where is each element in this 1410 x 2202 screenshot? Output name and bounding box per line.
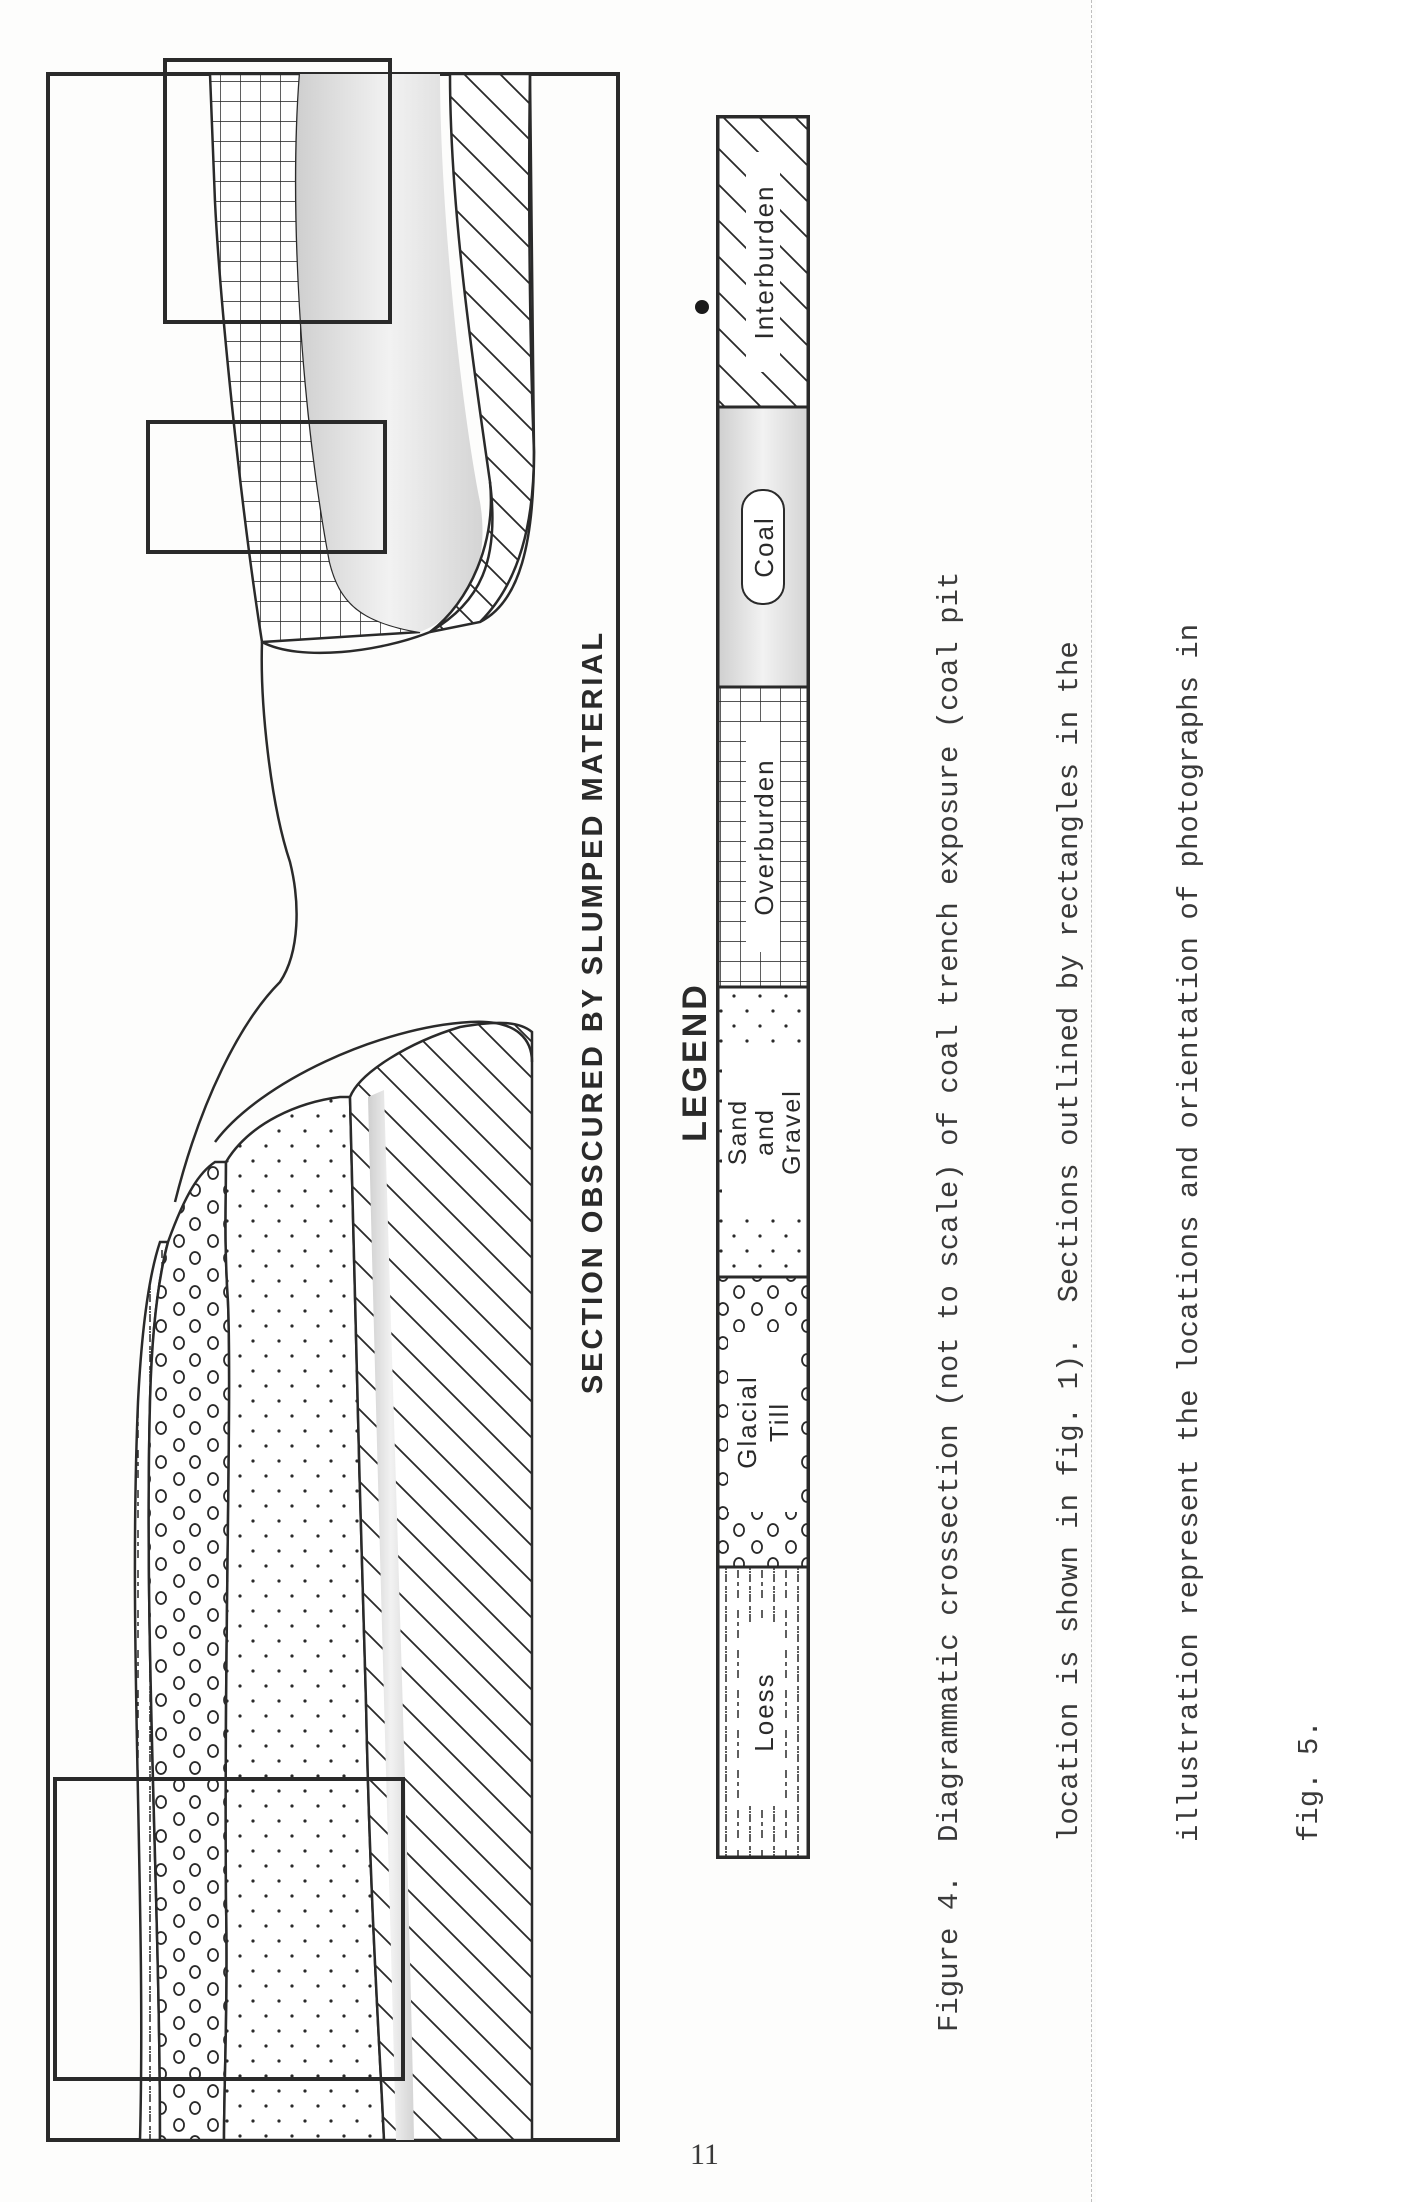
figure-label: Figure 4.: [933, 1875, 966, 2032]
caption-line-2: [1050, 72, 1090, 2032]
caption-line-3: [1170, 72, 1210, 2032]
legend-label-and: and: [751, 1108, 779, 1156]
slumped-section-label: SECTION OBSCURED BY SLUMPED MATERIAL: [577, 629, 609, 1395]
caption-line-4: [1290, 72, 1330, 2032]
caption-text-2: location is shown in fig. 1). Sections outlined by rectangles in the: [1053, 641, 1086, 1842]
ink-blot: [695, 300, 709, 314]
legend-label-glacial: Glacial: [732, 1375, 762, 1469]
figure-caption: [850, 72, 1410, 2032]
legend-title: LEGEND: [676, 982, 714, 1142]
legend-label-sand: Sand: [724, 1098, 752, 1166]
legend-bar: [718, 117, 808, 1857]
legend-label-loess: Loess: [749, 1672, 779, 1752]
caption-line-1: [930, 72, 970, 2032]
caption-text-3: illustration represent the locations and orientation of photographs in: [1173, 623, 1206, 1842]
legend-label-interburden: Interburden: [749, 184, 779, 340]
caption-text-1: Diagrammatic crossection (not to scale) of coal trench exposure (coal pit: [933, 571, 966, 1842]
legend-label-overburden: Overburden: [749, 758, 779, 916]
page-number: 11: [690, 2138, 719, 2171]
layer-glacial-till-left: [149, 1162, 229, 2140]
legend-label-till: Till: [764, 1401, 794, 1443]
legend-label-coal: Coal: [749, 516, 779, 578]
caption-text-4: fig. 5.: [1293, 1720, 1326, 1842]
legend-label-gravel: Gravel: [778, 1089, 806, 1175]
